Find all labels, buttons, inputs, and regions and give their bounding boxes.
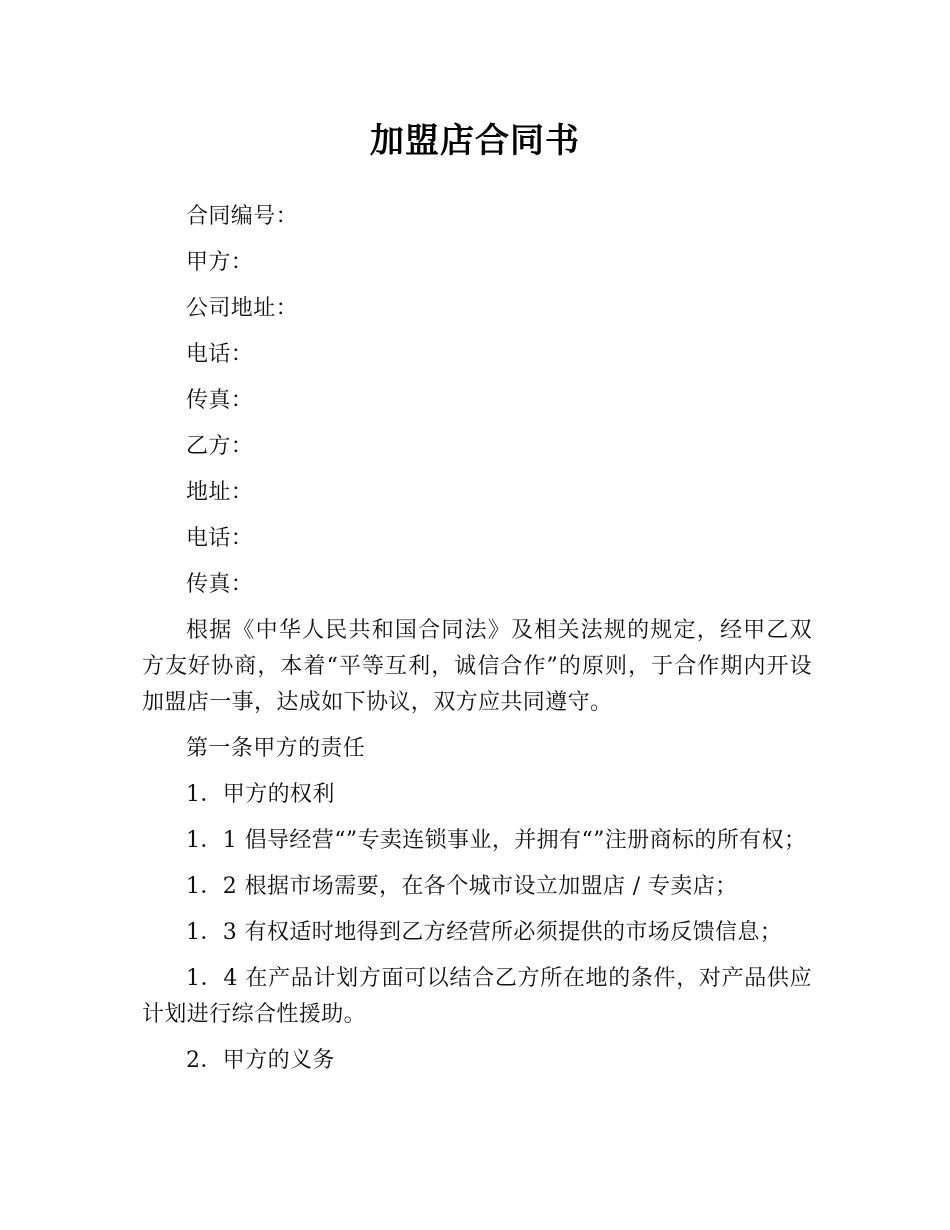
party-a-field: 甲方： <box>186 250 254 275</box>
clause-1-1: 1．1 倡导经营“”专卖连锁事业，并拥有“”注册商标的所有权； <box>186 828 807 853</box>
section-1-heading: 1．甲方的权利 <box>186 782 335 807</box>
article-1-heading: 第一条甲方的责任 <box>186 736 366 761</box>
party-b-fax-field: 传真： <box>186 572 254 597</box>
document-title: 加盟店合同书 <box>370 121 580 161</box>
section-2-heading: 2．甲方的义务 <box>186 1048 335 1073</box>
company-address-field: 公司地址： <box>186 296 299 321</box>
contract-number-field: 合同编号： <box>186 204 299 229</box>
party-a-fax-field: 传真： <box>186 388 254 413</box>
party-a-phone-field: 电话： <box>186 342 254 367</box>
clause-1-2: 1．2 根据市场需要，在各个城市设立加盟店 / 专卖店； <box>186 874 738 899</box>
intro-paragraph: 根据《中华人民共和国合同法》及相关法规的规定，经甲乙双方友好协商，本着“平等互利，诚信合作”的原则，于合作期内开设加盟店一事，达成如下协议，双方应共同遵守。 <box>142 618 812 715</box>
party-b-address-field: 地址： <box>186 480 254 505</box>
party-b-field: 乙方： <box>186 434 254 459</box>
clause-1-3: 1．3 有权适时地得到乙方经营所必须提供的市场反馈信息； <box>186 920 783 945</box>
party-b-phone-field: 电话： <box>186 526 254 551</box>
clause-1-4: 1．4 在产品计划方面可以结合乙方所在地的条件，对产品供应计划进行综合性援助。 <box>142 966 812 1027</box>
document-body <box>142 199 812 1089</box>
